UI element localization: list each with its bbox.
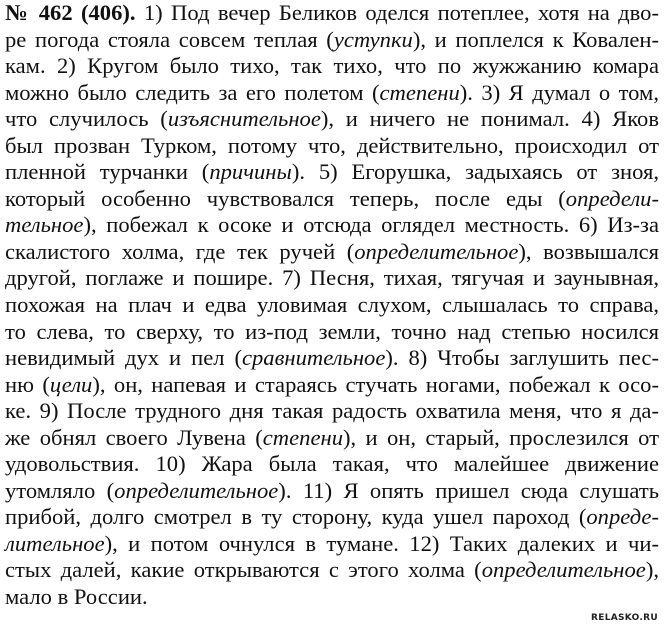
text-segment: же обнял своего Лувена ( (5, 424, 263, 450)
text-line (5, 504, 659, 531)
text-segment: ), и он, старый, прослезился от (343, 424, 659, 450)
text-line (5, 584, 659, 611)
text-segment: который особенно чувствовался теперь, после еды ( (5, 185, 566, 211)
clause-type-label: изъяснительное (167, 106, 321, 132)
text-segment: ), он, напевая и стараясь стучать ногами, побежал к осо- (92, 371, 659, 397)
clause-type-label: сравнительное (241, 345, 386, 371)
text-segment: удовольствия. 10) Жара была такая, что малейшее движение (5, 451, 659, 477)
text-segment: ню ( (5, 371, 50, 397)
text-segment: ), и ничего не понимал. 4) Яков (320, 106, 659, 132)
text-segment: ), побежал к осоке и отсюда оглядел местность. 6) Из-за (83, 212, 659, 238)
text-segment: ), возвышался (518, 238, 659, 264)
text-segment: пленной турчанки ( (5, 159, 210, 185)
text-line (5, 212, 659, 239)
text-segment: ), и потом очнулся в тумане. 12) Таких далеких и чи- (104, 530, 659, 556)
text-segment: был прозван Турком, потому что, действительно, происходил от (5, 132, 659, 158)
text-line (5, 186, 659, 213)
text-segment: мало в России. (5, 584, 148, 610)
text-segment: ), и поплелся к Ковален- (412, 26, 659, 52)
text-segment: ). 8) Чтобы заглушить пес- (385, 345, 659, 371)
text-line (5, 80, 659, 107)
text-line (5, 265, 659, 292)
text-line (5, 557, 659, 584)
text-segment: ке. 9) После трудного дня такая радость охватила меня, что я да- (5, 398, 659, 424)
text-segment: 1) Под вечер Беликов оделся потеплее, хотя на дво- (135, 0, 659, 25)
clause-type-label: степени (262, 424, 343, 450)
clause-type-label: определительное (354, 238, 519, 264)
text-segment: что случилось ( (5, 106, 168, 132)
text-line (5, 133, 659, 160)
text-segment: похожая на плач и едва уловимая слухом, слышалась то справа, (5, 292, 659, 318)
text-segment: можно было следить за его полетом ( (5, 79, 380, 105)
clause-type-label: определительное (481, 557, 646, 583)
text-line (5, 531, 659, 558)
text-line (5, 106, 659, 133)
clause-type-label: опреде- (586, 504, 659, 530)
textbook-page (5, 0, 659, 627)
text-segment: ), (645, 557, 659, 583)
clause-type-label: тельное (5, 212, 84, 238)
text-segment: то слева, то сверху, то из-под земли, точно над степью носился (5, 318, 659, 344)
text-line (5, 159, 659, 186)
text-line (5, 292, 659, 319)
text-segment: скалистого холма, где тек ручей ( (5, 238, 355, 264)
exercise-text (5, 0, 659, 611)
text-line (5, 425, 659, 452)
text-segment: ). 5) Егорушка, задыхаясь от зноя, (291, 159, 659, 185)
text-line (5, 451, 659, 478)
text-line (5, 398, 659, 425)
text-segment: стых далей, какие открываются с этого холма ( (5, 557, 482, 583)
text-segment: другой, поглаже и пошире. 7) Песня, тихая, тягучая и заунывная, (5, 265, 659, 291)
text-line (5, 0, 659, 27)
clause-type-label: определительное (114, 477, 279, 503)
clause-type-label: причины (209, 159, 292, 185)
text-segment: ). 11) Я опять пришел сюда слушать (278, 477, 660, 503)
clause-type-label: лительное (5, 530, 105, 556)
text-segment: прибой, долго смотрел в ту сторону, куда ушел пароход ( (5, 504, 587, 530)
clause-type-label: цели (49, 371, 93, 397)
text-line (5, 345, 659, 372)
site-watermark: RELASKO.RU (591, 613, 658, 623)
text-line (5, 27, 659, 54)
text-line (5, 319, 659, 346)
clause-type-label: определи- (565, 185, 659, 211)
text-segment: кам. 2) Кругом было тихо, так тихо, что по жужжанию комара (5, 53, 659, 79)
text-segment: утомляло ( (5, 477, 115, 503)
clause-type-label: уступки (333, 26, 413, 52)
text-segment: невидимый дух и пел ( (5, 345, 242, 371)
text-segment: ). 3) Я думал о том, (459, 79, 659, 105)
text-line (5, 478, 659, 505)
text-line (5, 53, 659, 80)
clause-type-label: степени (379, 79, 460, 105)
text-segment: ре погода стояла совсем теплая ( (5, 26, 334, 52)
text-line (5, 239, 659, 266)
exercise-number: № 462 (406). (5, 0, 136, 25)
text-line (5, 372, 659, 399)
